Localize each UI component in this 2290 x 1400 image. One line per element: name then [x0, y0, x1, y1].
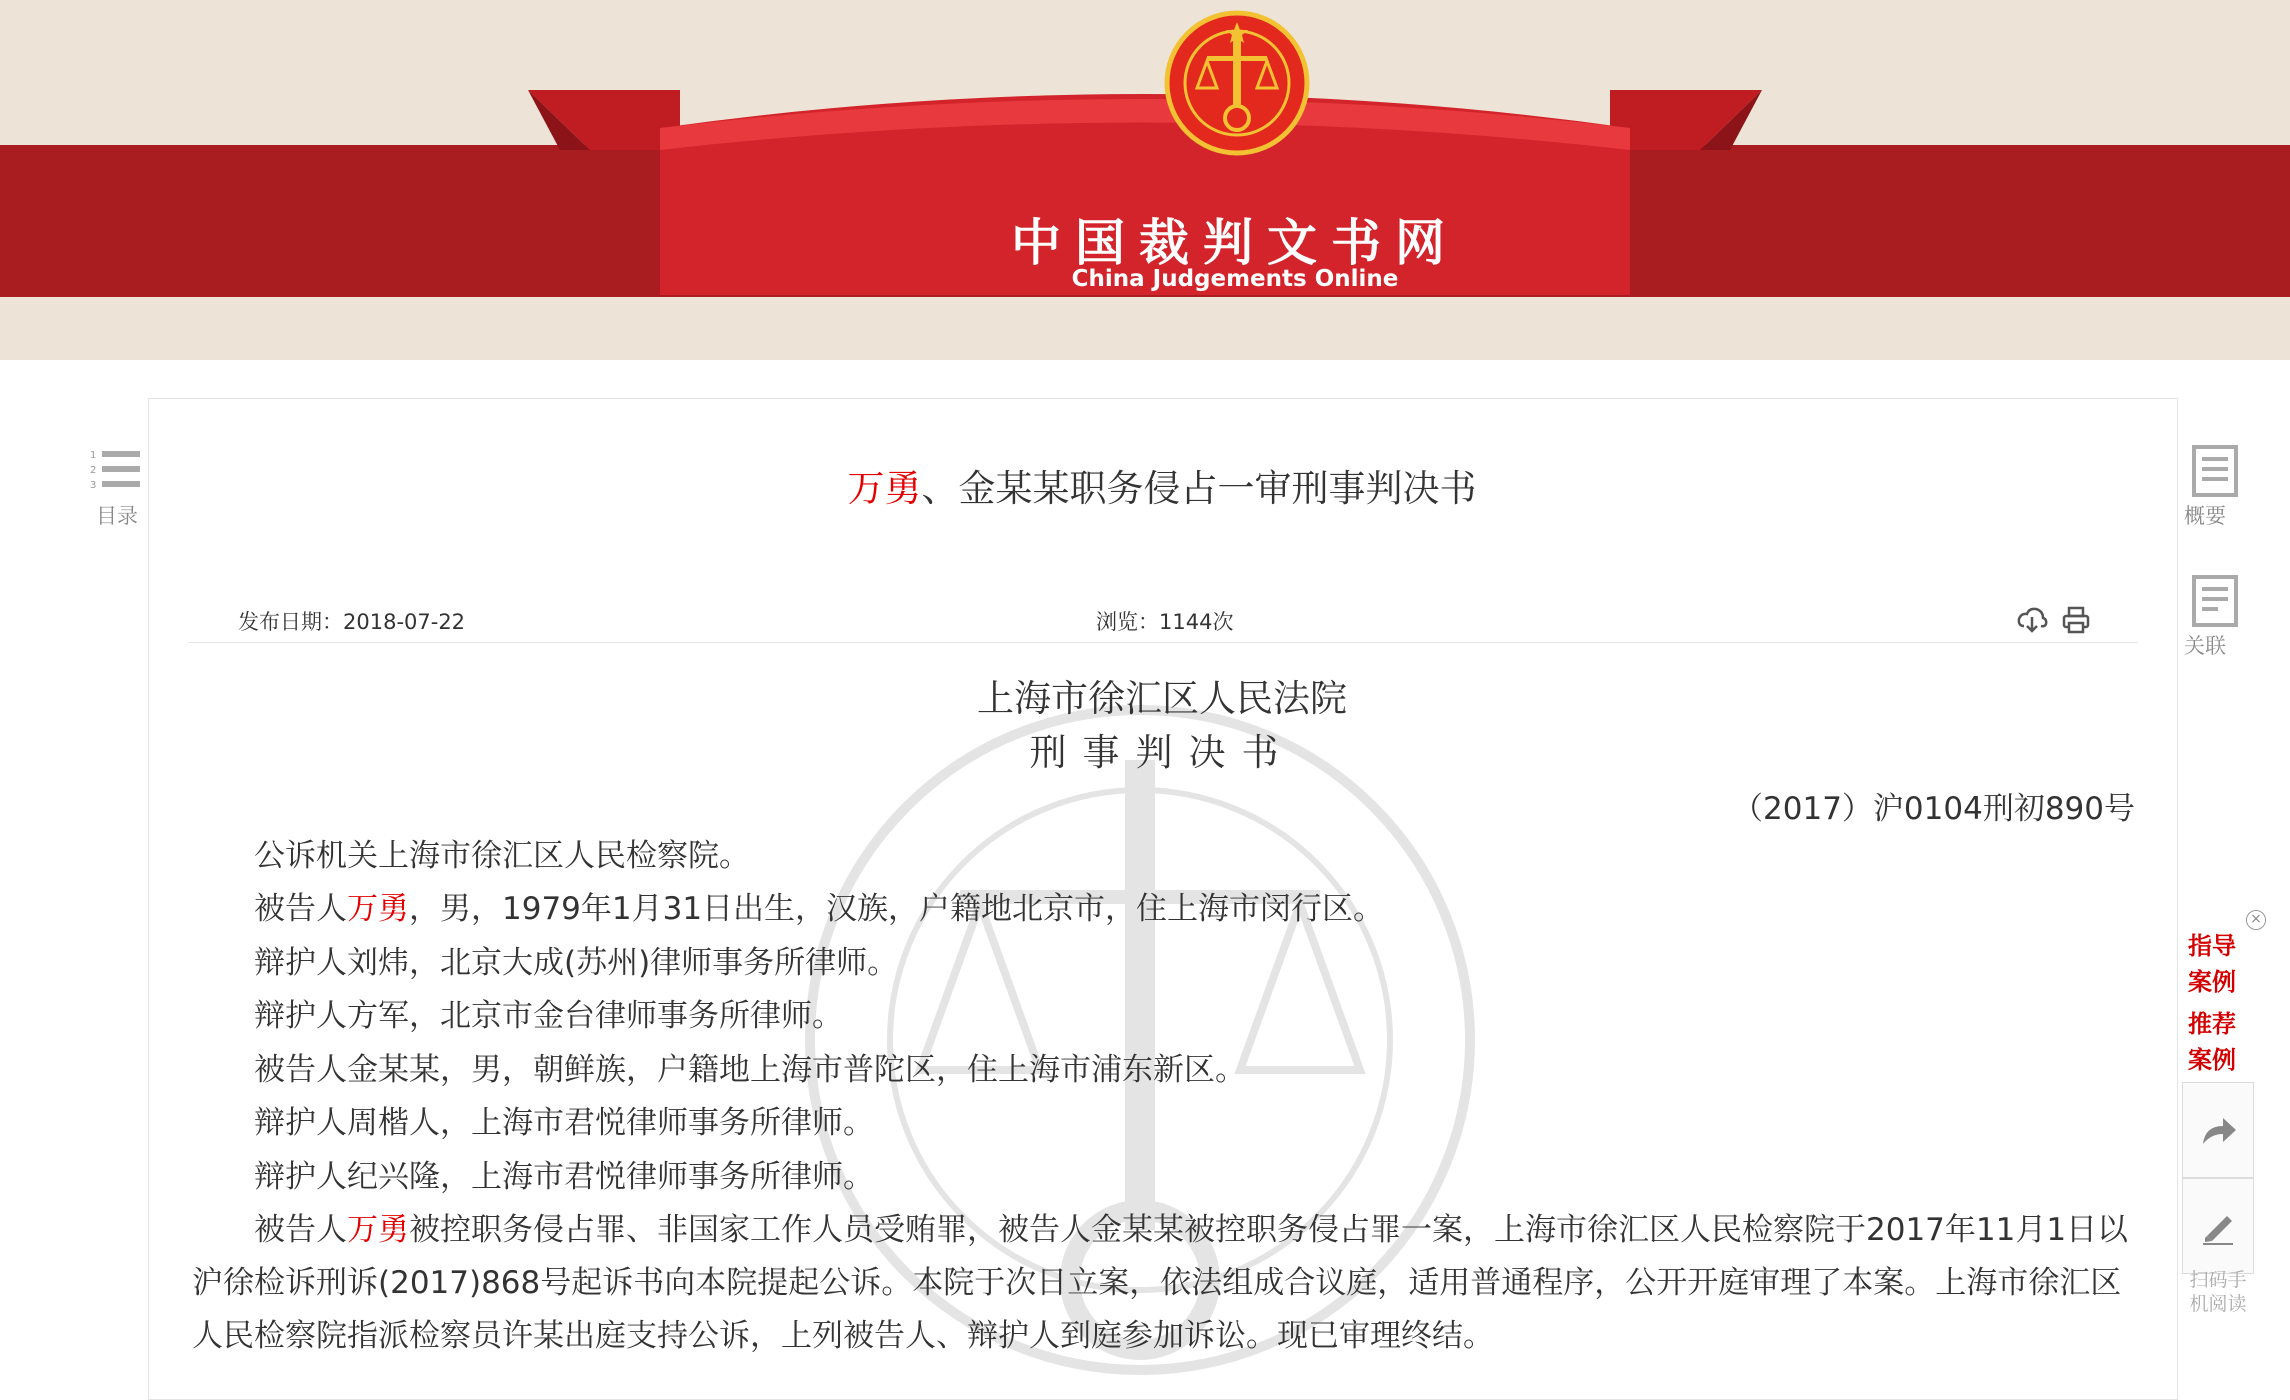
pencil-icon: [2199, 1206, 2239, 1246]
qr-read-label[interactable]: 扫码手机阅读: [2189, 1269, 2247, 1315]
toc-label: 目录: [96, 504, 138, 528]
recommend-cases-link[interactable]: 推荐案例: [2188, 1010, 2236, 1074]
view-count: [1096, 606, 1233, 636]
site-header: [0, 0, 2290, 360]
paragraph-defendant-2: [192, 1044, 2142, 1097]
paragraph-text: 辩护人周楷人，上海市君悦律师事务所律师。: [254, 1105, 874, 1141]
document-kind: 刑事判决书: [1029, 731, 1295, 774]
defendant-name: 万勇: [347, 891, 409, 927]
paragraph-text: 被告人: [254, 891, 347, 927]
paragraph-text: ，男，1979年1月31日出生，汉族，户籍地北京市，住上海市闵行区。: [409, 891, 1385, 927]
related-document-icon: [2191, 574, 2239, 628]
publish-date: [238, 606, 465, 636]
related-button[interactable]: [2180, 574, 2250, 656]
paragraph-text: 公诉机关上海市徐汇区人民检察院。: [254, 838, 750, 874]
document-icon: [2191, 444, 2239, 498]
meta-separator: [188, 642, 2138, 643]
guide-cases-link[interactable]: 指导案例: [2188, 932, 2236, 996]
svg-text:2: 2: [90, 465, 97, 476]
paragraph-defender-2: [192, 990, 2142, 1043]
share-button[interactable]: [2182, 1082, 2254, 1178]
paragraph-defender-3: [192, 1097, 2142, 1150]
numbered-list-icon: [88, 448, 144, 492]
paragraph-text: 被告人金某某，男，朝鲜族，户籍地上海市普陀区，住上海市浦东新区。: [254, 1052, 1246, 1088]
publish-date-value: 2018-07-22: [343, 610, 466, 634]
publish-date-label: 发布日期：: [238, 610, 343, 634]
paragraph-text: 被控职务侵占罪、非国家工作人员受贿罪，被告人金某某被控职务侵占罪一案，上海市徐汇区人民检察院于2017年11月1日以沪徐检诉刑诉(2017)868号起诉书向本院提起公诉。本院于次日立案，依法组成合议庭，适用普通程序，公开开庭审理了本案。上海市徐汇区人民检察院指派检察员许某出庭支持公诉，上列被告人、辩护人到庭参加诉讼。现已审理终结。: [192, 1212, 2129, 1354]
case-number: （2017）沪0104刑初890号: [1732, 791, 2135, 827]
banner-ribbons: [0, 0, 2290, 360]
paragraph-text: 辩护人纪兴隆，上海市君悦律师事务所律师。: [254, 1159, 874, 1195]
related-label: 关联: [2184, 634, 2226, 658]
document-title: [148, 458, 2176, 512]
paragraph-defender-4: [192, 1151, 2142, 1204]
svg-text:3: 3: [90, 480, 97, 491]
site-title: 中国裁判文书网: [1011, 214, 1459, 272]
views-label: 浏览：: [1096, 610, 1159, 634]
paragraph-text: 辩护人刘炜，北京大成(苏州)律师事务所律师。: [254, 945, 899, 981]
title-defendant-name: 万勇: [847, 467, 922, 510]
paragraph-text: 被告人: [254, 1212, 347, 1248]
site-subtitle: China Judgements Online: [1071, 266, 1399, 292]
paragraph-text: 辩护人方军，北京市金台律师事务所律师。: [254, 998, 843, 1034]
download-icon[interactable]: [2016, 604, 2048, 636]
close-icon[interactable]: ×: [2246, 910, 2266, 930]
court-emblem: [1162, 8, 1312, 158]
paragraph-defendant-1: [192, 883, 2142, 936]
toc-button[interactable]: [88, 448, 148, 528]
paragraph-prosecutor: [192, 830, 2142, 883]
defendant-name: 万勇: [347, 1212, 409, 1248]
share-arrow-icon: [2199, 1110, 2239, 1150]
print-icon[interactable]: [2060, 604, 2092, 636]
summary-label: 概要: [2184, 504, 2226, 528]
paragraph-defender-1: [192, 937, 2142, 990]
court-name: 上海市徐汇区人民法院: [977, 677, 1347, 720]
summary-button[interactable]: [2180, 444, 2250, 526]
title-rest: 、金某某职务侵占一审刑事判决书: [921, 467, 1477, 510]
views-value: 1144次: [1159, 610, 1234, 634]
paragraph-case-summary: [192, 1204, 2142, 1363]
edit-button[interactable]: [2182, 1178, 2254, 1274]
svg-text:1: 1: [90, 450, 97, 461]
